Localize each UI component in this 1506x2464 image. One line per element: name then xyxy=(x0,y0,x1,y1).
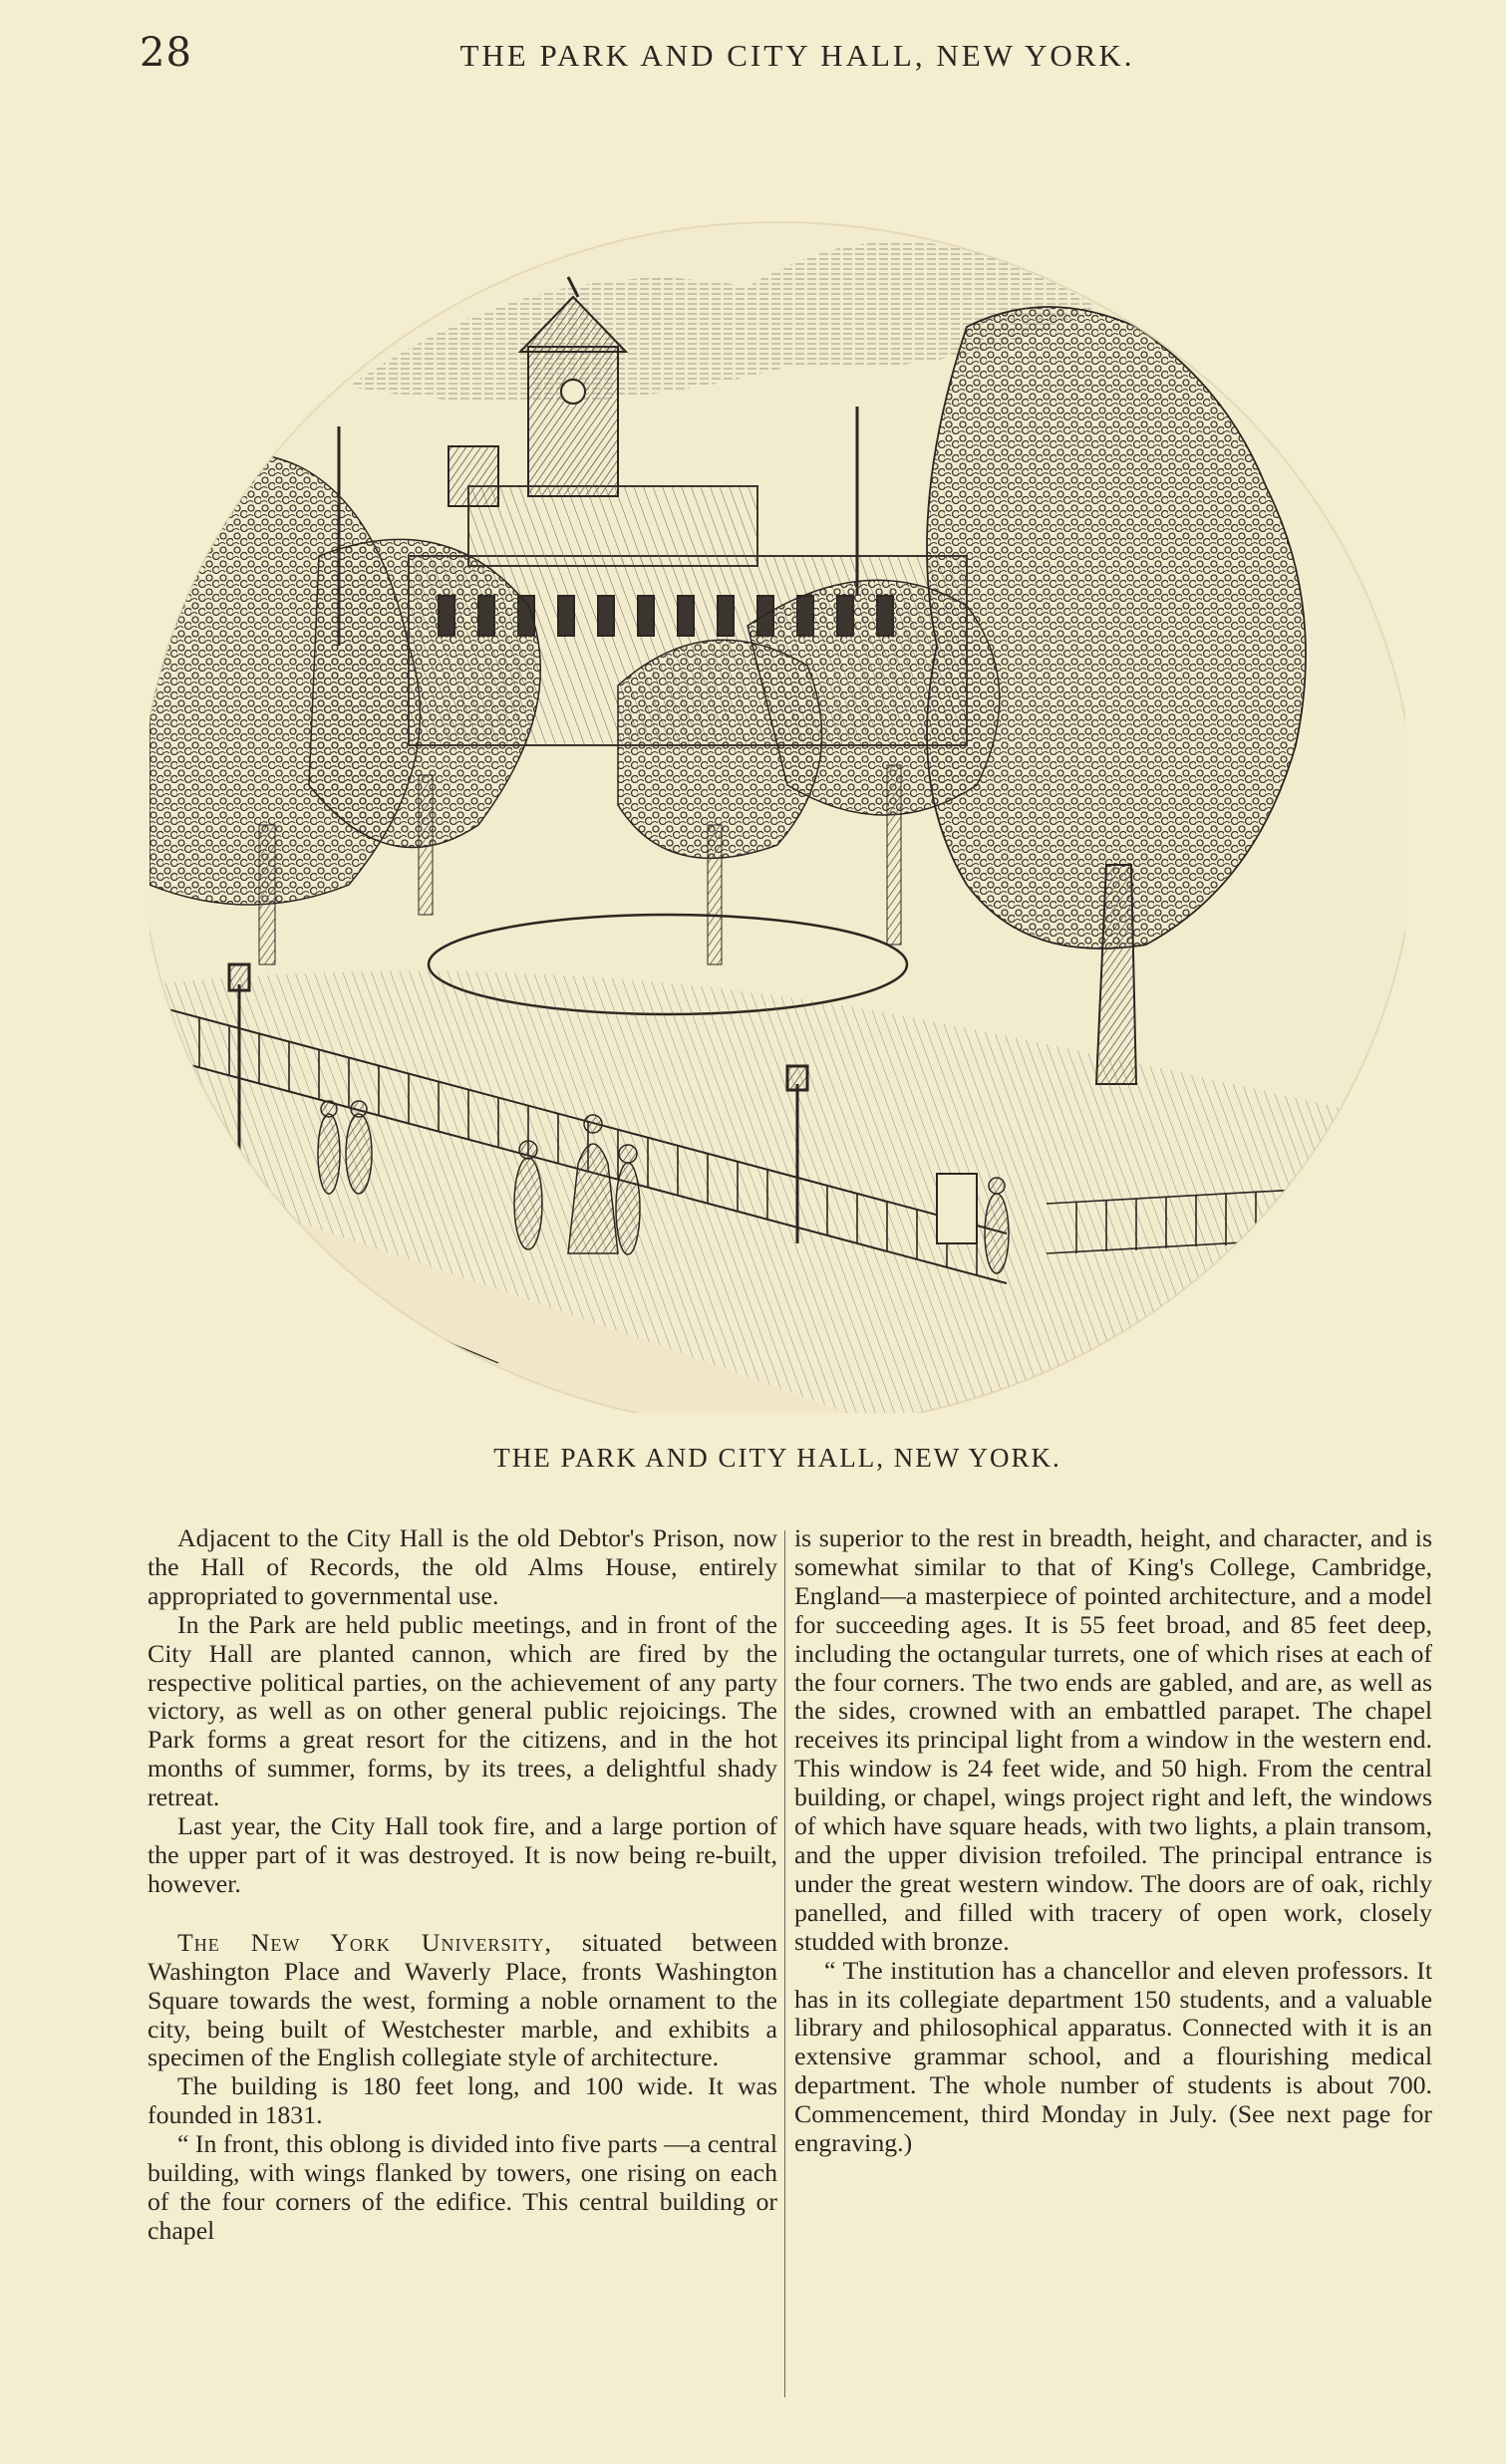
paragraph: “ In front, this oblong is divided into five parts —a central building, with wings flanked by towers, one rising on each of the four corners of the edifice. This central building or chapel xyxy=(148,2129,777,2245)
right-text-column xyxy=(794,1524,1432,2158)
paragraph xyxy=(148,1929,777,2073)
paragraph-gap xyxy=(148,1899,777,1929)
left-text-column xyxy=(148,1524,777,2246)
paragraph: “ The institution has a chancellor and eleven professors. It has in its collegiate department 150 students, and a valuable library and philosophical apparatus. Connected with it is an extensive grammar school, and a flourishing medical department. The whole number of students is about 700. Commencement, third Monday in July. (See next page for engraving.) xyxy=(794,1955,1432,2158)
running-title: THE PARK AND CITY HALL, NEW YORK. xyxy=(459,38,1135,73)
engraving-illustration xyxy=(150,128,1405,1413)
paragraph: Adjacent to the City Hall is the old Debtor's Prison, now the Hall of Records, the old Alms House, entirely appropriated to governmental use. xyxy=(148,1523,777,1610)
figure-caption: THE PARK AND CITY HALL, NEW YORK. xyxy=(493,1443,1061,1473)
paragraph: In the Park are held public meetings, and in front of the City Hall are planted cannon, which are fired by the respective political parties, on the achievement of any party victory, as well as on other general public rejoicings. The Park forms a great resort for the citizens, and in the hot months of summer, forms, by its trees, a delightful shady retreat. xyxy=(148,1609,777,1812)
paragraph: Last year, the City Hall took fire, and a large portion of the upper part of it was destroyed. It is now being re-built, however. xyxy=(148,1811,777,1898)
paragraph-text: situated between Washington Place and Waverly Place, fronts Washington Square towards the west, forming a noble ornament to the city, being built of Westchester marble, and exhibits a specimen of the English collegiate style of architecture. xyxy=(148,1927,777,2072)
paragraph: is superior to the rest in breadth, height, and character, and is somewhat similar to that of King's College, Cambridge, England—a masterpiece of pointed architecture, and a model for succeeding ages. It is 55 feet broad, and 85 feet deep, including the octangular turrets, one of which rises at each of the four corners. The two ends are gabled, and are, as well as the sides, crowned with an embattled parapet. The chapel receives its principal light from a window in the western end. This window is 24 feet wide, and 50 high. From the central building, or chapel, wings project right and left, the windows of which have square heads, with two lights, a plain transom, and the upper division trefoiled. The principal entrance is under the great western window. The doors are of oak, richly panelled, and filled with tracery of open work, closely studded with bronze. xyxy=(794,1523,1432,1956)
column-divider xyxy=(784,1530,785,2397)
section-lead: The New York University, xyxy=(177,1927,552,1957)
page-number: 28 xyxy=(140,30,192,76)
paragraph: The building is 180 feet long, and 100 wide. It was founded in 1831. xyxy=(148,2071,777,2130)
